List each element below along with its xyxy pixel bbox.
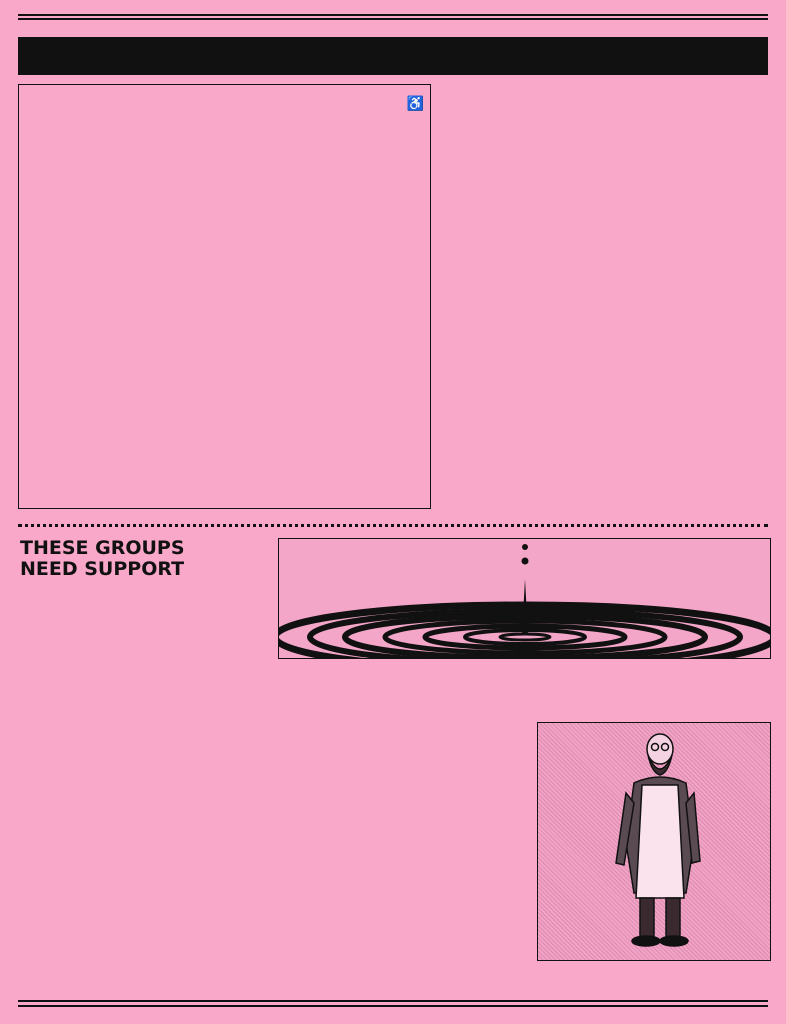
groups-need-support (20, 538, 260, 586)
wheelchair-icon: ♿ (406, 95, 424, 111)
bottom-rule (18, 1000, 768, 1002)
support-title: THESE GROUPS NEED SUPPORT (20, 537, 185, 580)
bottom-rule-2 (18, 1005, 768, 1007)
symptoms-banner (278, 538, 771, 659)
freud-figure-illustration (538, 723, 772, 962)
meeting-list-column-headers (19, 115, 430, 123)
interesting-information-banner (18, 37, 768, 75)
freudian-slip-cartoon (537, 722, 771, 961)
water-ripple-illustration (279, 539, 771, 659)
section-divider (18, 524, 768, 527)
group-donations-title (460, 90, 772, 106)
meeting-list (18, 84, 431, 509)
meeting-list-title (31, 89, 35, 115)
treasurer-report (460, 84, 772, 106)
top-rule (18, 14, 768, 16)
top-rule-2 (18, 18, 768, 20)
